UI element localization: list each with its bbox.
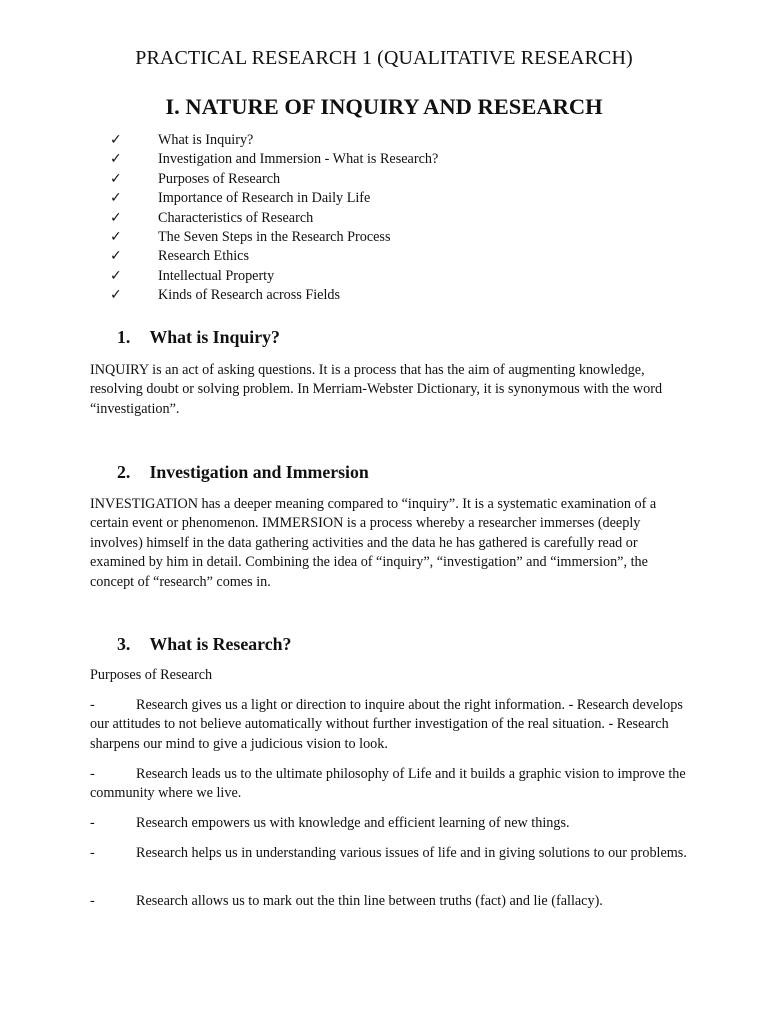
dash-marker: - <box>90 766 95 782</box>
checklist-item <box>110 170 438 189</box>
checkmark-icon: ✓ <box>110 190 122 207</box>
checkmark-icon: ✓ <box>110 209 122 226</box>
section-number: 2. <box>117 462 131 482</box>
topics-checklist <box>110 131 438 306</box>
checkmark-icon: ✓ <box>110 151 122 168</box>
checklist-item-label: What is Inquiry? <box>158 132 254 148</box>
checklist-item <box>110 131 438 150</box>
checklist-item <box>110 247 438 266</box>
checklist-item <box>110 228 438 247</box>
dash-marker: - <box>90 893 95 909</box>
section-heading-text: What is Inquiry? <box>149 327 280 347</box>
section-heading-research <box>117 632 291 656</box>
purpose-item <box>90 814 690 833</box>
purpose-item <box>90 765 690 804</box>
checklist-item-label: Intellectual Property <box>158 267 275 284</box>
dash-marker: - <box>90 845 95 861</box>
checklist-item-label: Importance of Research in Daily Life <box>158 190 371 207</box>
purpose-text: Research helps us in understanding various issues of life and in giving solutions to our problems. <box>136 845 687 861</box>
purpose-item <box>90 892 690 911</box>
purposes-label: Purposes of Research <box>90 667 213 683</box>
checklist-item-label: Characteristics of Research <box>158 209 314 226</box>
dash-marker: - <box>90 697 95 713</box>
purpose-text: Research leads us to the ultimate philosophy of Life and it builds a graphic vision to improve the community where we live. <box>90 766 686 802</box>
inquiry-paragraph: INQUIRY is an act of asking questions. It is a process that has the aim of augmenting knowledge, resolving doubt or solving problem. In Merriam-Webster Dictionary, it is synonymous with the word “investigation”. <box>90 362 663 417</box>
section-number: 1. <box>117 327 131 347</box>
checklist-item-label: The Seven Steps in the Research Process <box>158 228 391 245</box>
section-heading-inquiry <box>117 325 280 349</box>
checklist-item-label: Investigation and Immersion - What is Research? <box>158 151 439 168</box>
document-title: PRACTICAL RESEARCH 1 (QUALITATIVE RESEARCH) <box>135 47 633 69</box>
checklist-item-label: Kinds of Research across Fields <box>158 287 341 304</box>
checkmark-icon: ✓ <box>110 287 122 304</box>
checkmark-icon: ✓ <box>110 248 122 265</box>
checklist-item <box>110 150 438 169</box>
checkmark-icon: ✓ <box>110 228 122 245</box>
section-heading-text: What is Research? <box>149 634 292 654</box>
checklist-item <box>110 267 438 286</box>
dash-marker: - <box>90 815 95 831</box>
chapter-title: I. NATURE OF INQUIRY AND RESEARCH <box>165 94 603 119</box>
checklist-item <box>110 189 438 208</box>
checkmark-icon: ✓ <box>110 132 122 148</box>
checklist-item <box>110 286 438 305</box>
section-number: 3. <box>117 634 131 654</box>
section-heading-text: Investigation and Immersion <box>149 462 369 482</box>
purpose-text: Research empowers us with knowledge and efficient learning of new things. <box>136 815 570 831</box>
purpose-text: Research allows us to mark out the thin line between truths (fact) and lie (fallacy). <box>136 893 603 909</box>
checklist-item-label: Research Ethics <box>158 248 249 265</box>
checkmark-icon: ✓ <box>110 267 122 284</box>
checklist-item <box>110 209 438 228</box>
purpose-text: Research gives us a light or direction to inquire about the right information. - Research develops our attitudes to not believe automatically without further investigation of the real situation. - Research sharpens our mind to give a judicious vision to look. <box>90 697 683 752</box>
purpose-item <box>90 696 690 754</box>
checklist-item-label: Purposes of Research <box>158 170 281 187</box>
investigation-paragraph: INVESTIGATION has a deeper meaning compared to “inquiry”. It is a systematic examination of a certain event or phenomenon. IMMERSION is a process whereby a researcher immerses (deeply involves) himself in the data gathering activities and the data he has gathered is carefully read or examined by him in detail. Combining the idea of “inquiry”, “investigation” and “immersion”, the concept of “research” comes in. <box>90 496 657 590</box>
section-heading-investigation <box>117 460 369 484</box>
checkmark-icon: ✓ <box>110 170 122 187</box>
purpose-item <box>90 844 690 863</box>
